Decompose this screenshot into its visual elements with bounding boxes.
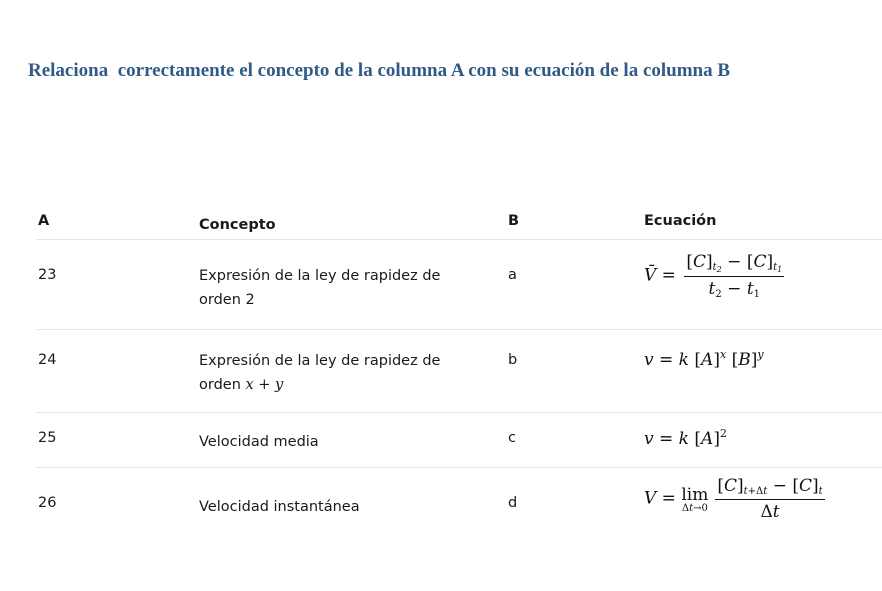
- row-letter: c: [508, 430, 516, 446]
- table-row: [36, 240, 882, 330]
- row-concept: Velocidad instantánea: [199, 499, 360, 515]
- table-header-row: [36, 205, 882, 240]
- row-letter: d: [508, 495, 518, 511]
- row-letter: b: [508, 352, 518, 368]
- row-number: 25: [38, 430, 57, 446]
- row-number: 26: [38, 495, 57, 511]
- row-letter: a: [508, 267, 517, 283]
- table-row: [36, 413, 882, 468]
- equation-rate-law-order-2: v = k $[A]^2$: [644, 427, 727, 449]
- header-a: A: [38, 213, 50, 229]
- header-equation: Ecuación: [644, 213, 717, 229]
- row-concept: Velocidad media: [199, 434, 319, 450]
- row-concept: Expresión de la ley de rapidez de orden 2: [199, 268, 441, 308]
- table-row: [36, 468, 882, 542]
- matching-table: [36, 205, 882, 542]
- question-title: Relaciona correctamente el concepto de la columna A con su ecuación de la columna B: [28, 60, 731, 81]
- row-number: 23: [38, 267, 57, 283]
- table-row: [36, 330, 882, 413]
- equation-instantaneous-velocity: V = lim Δt→0 $\frac{[C]_{t+\Delta t} - [C]_t}{\Delta t}$: [644, 476, 823, 522]
- row-concept-math: x + y: [245, 377, 284, 393]
- equation-average-velocity: V̄ = $\frac{[C]_{t_2} - [C]_{t_1}}{t_2 - t_1}$: [644, 252, 783, 300]
- header-concept: Concepto: [199, 217, 276, 233]
- equation-rate-law-xy: v = k $[A]^x$ $[B]^y$: [644, 348, 764, 370]
- row-number: 24: [38, 352, 57, 368]
- row-concept: [199, 349, 459, 397]
- header-b: B: [508, 213, 520, 229]
- row-concept-text: Expresión de la ley de rapidez de orden: [199, 353, 441, 393]
